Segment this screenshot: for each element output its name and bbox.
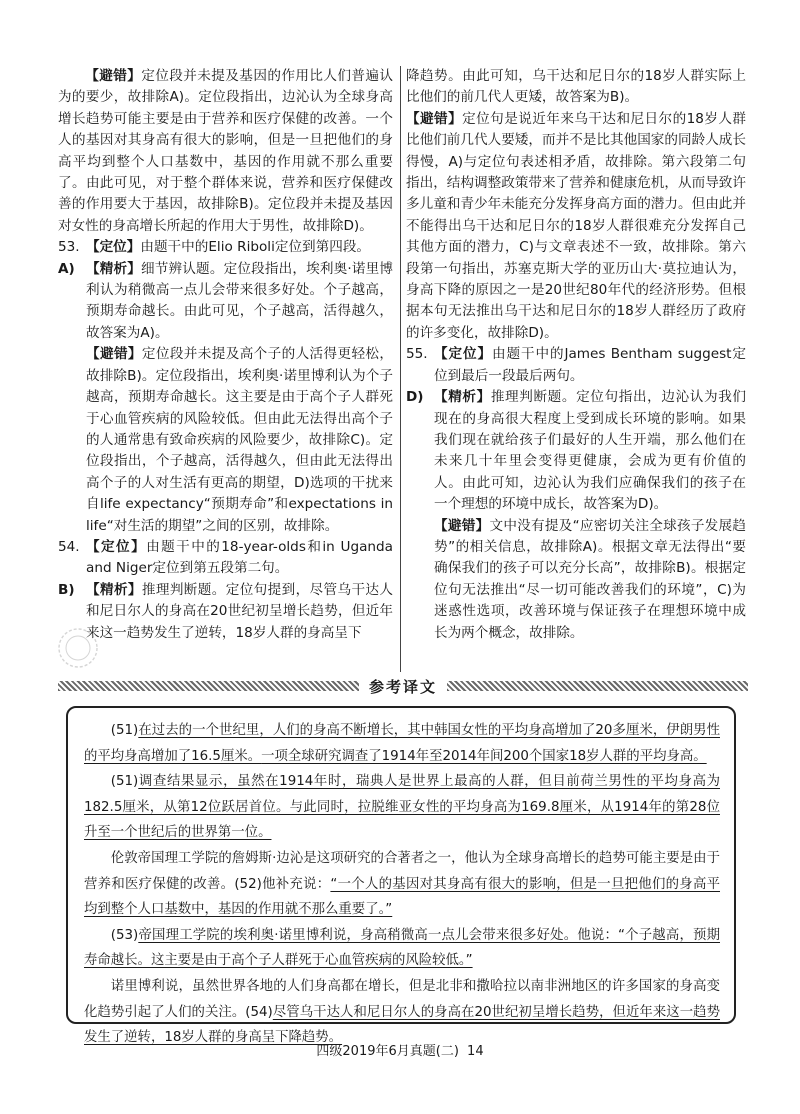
paragraph-marker: (53)	[110, 927, 139, 943]
answer-letter: D)	[406, 389, 424, 406]
tag-label: 【精析】	[86, 260, 142, 277]
question-number: 53.	[58, 239, 80, 256]
q55-analysis	[406, 387, 746, 515]
paragraph-marker: (54)	[245, 1004, 273, 1020]
watermark-seal-icon	[56, 626, 100, 670]
paragraph-text: 由题干中的18-year-olds和in Uganda and Niger定位到第五段第二句。	[86, 538, 393, 577]
q54-avoid-error	[406, 109, 746, 344]
tag-label: 【精析】	[86, 581, 142, 598]
analysis-text	[86, 259, 393, 345]
tag-label: 【定位】	[86, 538, 147, 555]
paragraph-text: 由题干中的Elio Riboli定位到第四段。	[140, 239, 371, 256]
underlined-text: 尽管乌干达人和尼日尔人的身高在20世纪初呈增长趋势，但近年来这一趋势发生了逆转，18岁人群的身高呈下降趋势。	[84, 1004, 720, 1046]
section-title: 参考译文	[369, 677, 438, 696]
locate-text	[434, 344, 746, 387]
question-number: 55.	[406, 346, 428, 363]
q55-locate	[406, 344, 746, 387]
paragraph-marker: (51)	[110, 774, 139, 790]
q53-avoid-error	[86, 344, 393, 537]
q53-locate	[58, 237, 393, 258]
answer-letter: B)	[58, 581, 75, 598]
header-decoration-right	[447, 681, 748, 691]
column-divider	[400, 66, 401, 672]
tag-label: 【精析】	[434, 389, 491, 406]
q54-locate	[58, 537, 393, 580]
tag-label: 【避错】	[85, 68, 142, 84]
q53-analysis	[58, 259, 393, 345]
header-decoration-left	[58, 681, 359, 691]
tag-label: 【避错】	[406, 110, 463, 127]
q54-analysis	[58, 580, 393, 644]
paragraph-text: 定位句是说近年来乌干达和尼日尔的18岁人群比他们前几代人要矮，而并不是比其他国家的同龄人成长得慢，A)与定位句表述相矛盾，故排除。第六段第二句指出，结构调整政策带来了营养和健康危机，从而导致许多儿童和青少年未能充分发挥身高方面的潜力。但由此并不能得出乌干达和尼日尔的18岁人群很难充分发挥自己其他方面的潜力，C)与文章表述不一致，故排除。第六段第一句指出，苏塞克斯大学的亚历山大·莫拉迪认为，身高下降的原因之一是20世纪80年代的经济形势。但根据本句无法推出乌干达和尼日尔的18岁人群经历了政府的许多变化，故排除D)。	[406, 110, 747, 341]
locate-text	[86, 537, 393, 580]
translation-paragraph-2	[84, 769, 720, 846]
right-column	[406, 66, 746, 644]
paragraph-marker: (52)他补充说：	[234, 876, 331, 892]
paragraph-text: 文中没有提及“应密切关注全球孩子发展趋势”的相关信息，故排除A)。根据文章无法得出“要确保我们的孩子可以充分长高”，故排除B)。根据定位句无法推出“尽一切可能改善我们的环境”，C)为迷惑性选项，改善环境与保证孩子在理想环境中成长为两个概念，故排除。	[434, 517, 747, 641]
paragraph-text: 细节辨认题。定位段指出，埃利奥·诺里博利认为稍微高一点儿会带来很多好处。个子越高，预期寿命越长。由此可见，个子越高，活得越久，故答案为A)。	[86, 260, 393, 341]
question-number: 54.	[58, 538, 80, 555]
underlined-text: 帝国理工学院的埃利奥·诺里博利说，身高稍微高一点儿会带来很多好处。他说：“个子越高，预期寿命越长。这主要是由于高个子人群死于心血管疾病的风险较低。”	[84, 927, 720, 969]
paragraph-text: 定位段并未提及基因的作用比人们普遍认为的要少，故排除A)。定位段指出，边沁认为全球身高增长趋势可能主要是由于营养和医疗保健的改善。一个人的基因对其身高有很大的影响，但是一旦把他们的身高平均到整个人口基数中，基因的作用就不那么重要了。由此可见，对于整个群体来说，营养和医疗保健改善的作用要大于基因，故排除B)。定位段并未提及基因对女性的身高增长所起的作用大于男性，故排除D)。	[58, 68, 394, 234]
paragraph-text: 降趋势。由此可知，乌干达和尼日尔的18岁人群实际上比他们的前几代人更矮，故答案为B)。	[406, 68, 746, 106]
q54-analysis-continued	[406, 66, 746, 109]
tag-label: 【避错】	[86, 346, 142, 363]
paragraph-marker: (51)	[110, 723, 139, 738]
paragraph-text: 定位段并未提及高个子的人活得更轻松，故排除B)。定位段指出，埃利奥·诺里博利认为个子越高，预期寿命越长。这主要是由于高个子人群死于心血管疾病的风险较低。但由此无法得出高个子的人通常患有致命疾病的风险要少，故排除C)。定位段指出，个子越高，活得越久，但由此无法得出高个子的人对生活有更高的期望，D)选项的干扰来自life expectancy“预期寿命”和expectations in life“对生活的期望”之间的区别，故排除。	[86, 346, 394, 534]
page-footer	[0, 1040, 800, 1059]
q52-avoid-error-paragraph	[58, 66, 393, 237]
underlined-text: 在过去的一个世纪里，人们的身高不断增长，其中韩国女性的平均身高增加了20多厘米，伊朗男性的平均身高增加了16.5厘米。	[84, 723, 720, 764]
paragraph-text: 由题干中的James Bentham suggest定位到最后一段最后两句。	[434, 346, 746, 384]
underlined-text: 调查结果显示，虽然在1914年时，瑞典人是世界上最高的人群，但目前荷兰男性的平均身高为182.5厘米，从第12位跃居首位。与此同时，拉脱维亚女性的平均身高为169.8厘米，从1914年的第28位升至一个世纪后的世界第一位。	[84, 774, 720, 841]
left-column	[58, 66, 393, 644]
locate-text	[86, 237, 393, 258]
q55-avoid-error	[434, 516, 746, 644]
translation-paragraph-3	[84, 846, 720, 923]
tag-label: 【避错】	[434, 517, 490, 534]
translation-paragraph-4	[84, 923, 720, 974]
analysis-text	[434, 387, 746, 515]
tag-label: 【定位】	[434, 346, 492, 363]
page-number: 14	[467, 1044, 484, 1059]
paragraph-text: 推理判断题。定位句提到，尽管乌干达人和尼日尔人的身高在20世纪初呈增长趋势，但近年来这一趋势发生了逆转，18岁人群的身高呈下	[86, 581, 394, 641]
paragraph-text: 推理判断题。定位句指出，边沁认为我们现在的身高很大程度上受到成长环境的影响。如果我们现在就给孩子们最好的人生开端，那么他们在未来几十年里会变得更健康，会成为更有价值的人。由此可知，边沁认为我们应确保我们的孩子在一个理想的环境中成长，故答案为D)。	[434, 389, 747, 513]
analysis-text	[86, 580, 393, 644]
tag-label: 【定位】	[86, 239, 141, 256]
paragraph-text: 诺里博利说，虽然世界各地的人们身高都在增长，但是北非和撒哈拉以南非洲地区的许多国家的身高变化趋势引起了人们的关注。	[84, 978, 720, 1020]
answer-letter: A)	[58, 260, 75, 277]
underlined-text: 一项全球研究调查了1914年至2014年间200个国家18岁人群的平均身高。	[261, 748, 707, 764]
translation-paragraph-1	[84, 718, 720, 769]
paragraph-text: 伦敦帝国理工学院的詹姆斯·边沁是这项研究的合著者之一，他认为全球身高增长的趋势可能主要是由于营养和医疗保健的改善。	[84, 850, 720, 892]
translation-box	[66, 706, 736, 1046]
underlined-text: “一个人的基因对其身高有很大的影响，但是一旦把他们的身高平均到整个人口基数中，基因的作用就不那么重要了。”	[84, 876, 720, 918]
footer-label: 四级2019年6月真题(二)	[316, 1044, 459, 1059]
reference-translation-header	[58, 676, 748, 696]
